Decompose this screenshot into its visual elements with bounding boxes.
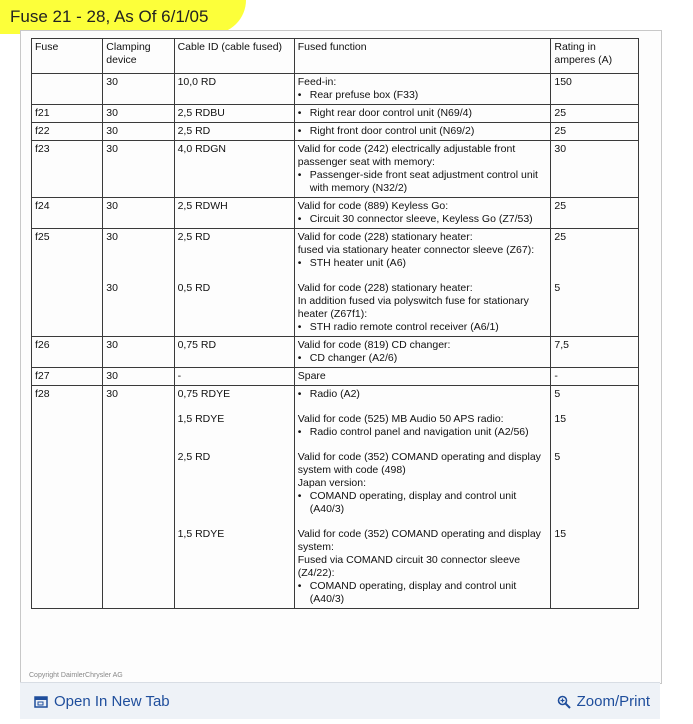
header-rating: Rating in amperes (A): [551, 39, 639, 74]
rating-value: -: [554, 370, 558, 382]
function-entry: [298, 339, 548, 365]
cable-cell: [174, 229, 294, 337]
fuse-cell: f27: [32, 368, 103, 386]
cable-value: -: [177, 370, 182, 382]
cable-cell: [174, 105, 294, 123]
function-entry: [298, 107, 548, 120]
cable-cell: [174, 386, 294, 609]
function-cell: [294, 368, 551, 386]
table-row: [32, 74, 639, 105]
function-text: In addition fused via polyswitch fuse for stationary heater (Z67f1):: [297, 295, 529, 320]
function-bullet: • CD changer (A2/6): [298, 352, 548, 365]
function-cell: [294, 123, 551, 141]
cable-value: 0,5 RD: [177, 282, 211, 294]
open-in-new-tab-label: Open In New Tab: [54, 693, 170, 710]
cable-value: 0,75 RD: [177, 339, 217, 351]
function-cell: [294, 337, 551, 368]
header-function: Fused function: [294, 39, 551, 74]
function-bullet: • Radio control panel and navigation unit (A2/56): [298, 426, 548, 439]
function-bullet: • Passenger-side front seat adjustment control unit with memory (N32/2): [298, 169, 548, 195]
table-row: [32, 386, 639, 609]
fuse-cell: f25: [32, 229, 103, 337]
table-row: [32, 337, 639, 368]
cable-value: 10,0 RD: [177, 76, 217, 88]
open-in-new-tab-link[interactable]: [34, 693, 170, 710]
cable-cell: [174, 74, 294, 105]
clamping-cell: [103, 386, 174, 609]
clamping-cell: [103, 368, 174, 386]
clamping-cell: [103, 198, 174, 229]
rating-value: 5: [554, 282, 561, 294]
function-entry: [298, 282, 548, 334]
function-entry: [298, 413, 548, 439]
function-cell: [294, 198, 551, 229]
function-text: Japan version:: [297, 477, 367, 489]
clamping-cell: [103, 337, 174, 368]
fuse-cell: f24: [32, 198, 103, 229]
table-body: [32, 74, 639, 609]
rating-cell: [551, 337, 639, 368]
clamping-value: [106, 451, 170, 516]
clamping-value: 30: [106, 200, 118, 212]
rating-value: 15: [554, 413, 567, 425]
cable-value: 1,5 RDYE: [177, 528, 225, 540]
copyright-text: Copyright DaimlerChrysler AG: [29, 672, 123, 679]
cable-cell: [174, 123, 294, 141]
function-entry: [298, 200, 548, 226]
table-row: [32, 368, 639, 386]
magnifier-icon: [557, 695, 571, 709]
function-bullet: • Rear prefuse box (F33): [298, 89, 548, 102]
function-bullet: • COMAND operating, display and control unit (A40/3): [298, 580, 548, 606]
function-bullet: • STH heater unit (A6): [298, 257, 548, 270]
rating-value: 25: [554, 125, 567, 137]
clamping-value: 30: [106, 107, 118, 119]
function-cell: [294, 74, 551, 105]
table-row: [32, 229, 639, 337]
header-cable: Cable ID (cable fused): [174, 39, 294, 74]
function-entry: [298, 370, 548, 383]
rating-cell: [551, 105, 639, 123]
function-entry: [298, 451, 548, 516]
clamping-cell: [103, 123, 174, 141]
clamping-value: 30: [106, 388, 118, 400]
rating-value: 7,5: [554, 339, 569, 351]
cable-value: 2,5 RDWH: [177, 200, 228, 212]
cable-cell: [174, 337, 294, 368]
function-text: Fused via COMAND circuit 30 connector sleeve (Z4/22):: [297, 554, 521, 579]
function-entry: [298, 143, 548, 195]
footer-bar: [20, 682, 660, 719]
clamping-cell: [103, 74, 174, 105]
document-image: [20, 30, 662, 684]
rating-value: 15: [554, 528, 567, 540]
rating-value: 150: [554, 76, 572, 88]
rating-cell: [551, 74, 639, 105]
cable-value: 0,75 RDYE: [177, 388, 231, 400]
clamping-value: [106, 413, 170, 439]
cable-value: 2,5 RD: [177, 125, 211, 137]
cable-cell: [174, 368, 294, 386]
function-entry: [298, 125, 548, 138]
cable-value: 4,0 RDGN: [177, 143, 226, 155]
clamping-cell: [103, 141, 174, 198]
cable-value: 2,5 RD: [177, 231, 211, 243]
clamping-value: 30: [106, 76, 118, 88]
cable-value: 1,5 RDYE: [177, 413, 225, 425]
header-fuse: Fuse: [32, 39, 103, 74]
rating-cell: [551, 229, 639, 337]
rating-cell: [551, 141, 639, 198]
zoom-print-label: Zoom/Print: [576, 693, 650, 710]
function-text: Valid for code (525) MB Audio 50 APS radio:: [297, 413, 504, 425]
rating-cell: [551, 368, 639, 386]
fuse-cell: f23: [32, 141, 103, 198]
function-cell: [294, 386, 551, 609]
function-bullet: • Right front door control unit (N69/2): [298, 125, 548, 138]
clamping-value: 30: [106, 231, 118, 243]
rating-value: 25: [554, 107, 567, 119]
function-cell: [294, 141, 551, 198]
function-entry: [298, 528, 548, 606]
rating-value: 5: [554, 451, 561, 463]
clamping-value: 30: [106, 125, 118, 137]
rating-value: 25: [554, 200, 567, 212]
function-entry: [298, 388, 548, 401]
cable-cell: [174, 198, 294, 229]
table-row: [32, 198, 639, 229]
rating-value: 25: [554, 231, 567, 243]
rating-cell: [551, 198, 639, 229]
function-bullet: • Circuit 30 connector sleeve, Keyless Go (Z7/53): [298, 213, 548, 226]
fuse-cell: f28: [32, 386, 103, 609]
cable-value: 2,5 RDBU: [177, 107, 225, 119]
header-clamping: Clamping device: [103, 39, 174, 74]
fuse-cell: f21: [32, 105, 103, 123]
zoom-print-link[interactable]: [557, 693, 650, 710]
clamping-cell: [103, 229, 174, 337]
open-new-tab-icon: [34, 695, 48, 709]
function-cell: [294, 229, 551, 337]
page-title: Fuse 21 - 28, As Of 6/1/05: [10, 7, 209, 26]
function-text: Valid for code (819) CD changer:: [297, 339, 451, 351]
rating-value: 5: [554, 388, 561, 400]
rating-cell: [551, 123, 639, 141]
fuse-table: [31, 38, 639, 609]
clamping-value: 30: [106, 143, 118, 155]
table-row: [32, 141, 639, 198]
rating-cell: [551, 386, 639, 609]
clamping-value: 30: [106, 370, 118, 382]
function-text: fused via stationary heater connector sleeve (Z67):: [297, 244, 535, 256]
table-row: [32, 123, 639, 141]
function-bullet: • COMAND operating, display and control unit (A40/3): [298, 490, 548, 516]
function-entry: [298, 76, 548, 102]
clamping-value: 30: [106, 339, 118, 351]
clamping-cell: [103, 105, 174, 123]
function-text: Valid for code (352) COMAND operating and display system:: [297, 528, 541, 553]
function-text: Valid for code (228) stationary heater:: [297, 282, 473, 294]
cable-cell: [174, 141, 294, 198]
function-bullet: • STH radio remote control receiver (A6/1): [298, 321, 548, 334]
function-text: Valid for code (228) stationary heater:: [297, 231, 473, 243]
rating-value: 30: [554, 143, 567, 155]
table-header-row: [32, 39, 639, 74]
function-text: Spare: [297, 370, 326, 382]
clamping-value: 30: [106, 282, 118, 294]
function-entry: [298, 231, 548, 270]
function-bullet: • Radio (A2): [298, 388, 548, 401]
function-text: Valid for code (352) COMAND operating and display system with code (498): [297, 451, 541, 476]
function-cell: [294, 105, 551, 123]
cable-value: 2,5 RD: [177, 451, 211, 463]
function-text: Valid for code (242) electrically adjustable front passenger seat with memory:: [297, 143, 516, 168]
function-text: Feed-in:: [297, 76, 337, 88]
function-bullet: • Right rear door control unit (N69/4): [298, 107, 548, 120]
fuse-cell: [32, 74, 103, 105]
function-text: Valid for code (889) Keyless Go:: [297, 200, 449, 212]
table-row: [32, 105, 639, 123]
fuse-cell: f26: [32, 337, 103, 368]
fuse-cell: f22: [32, 123, 103, 141]
